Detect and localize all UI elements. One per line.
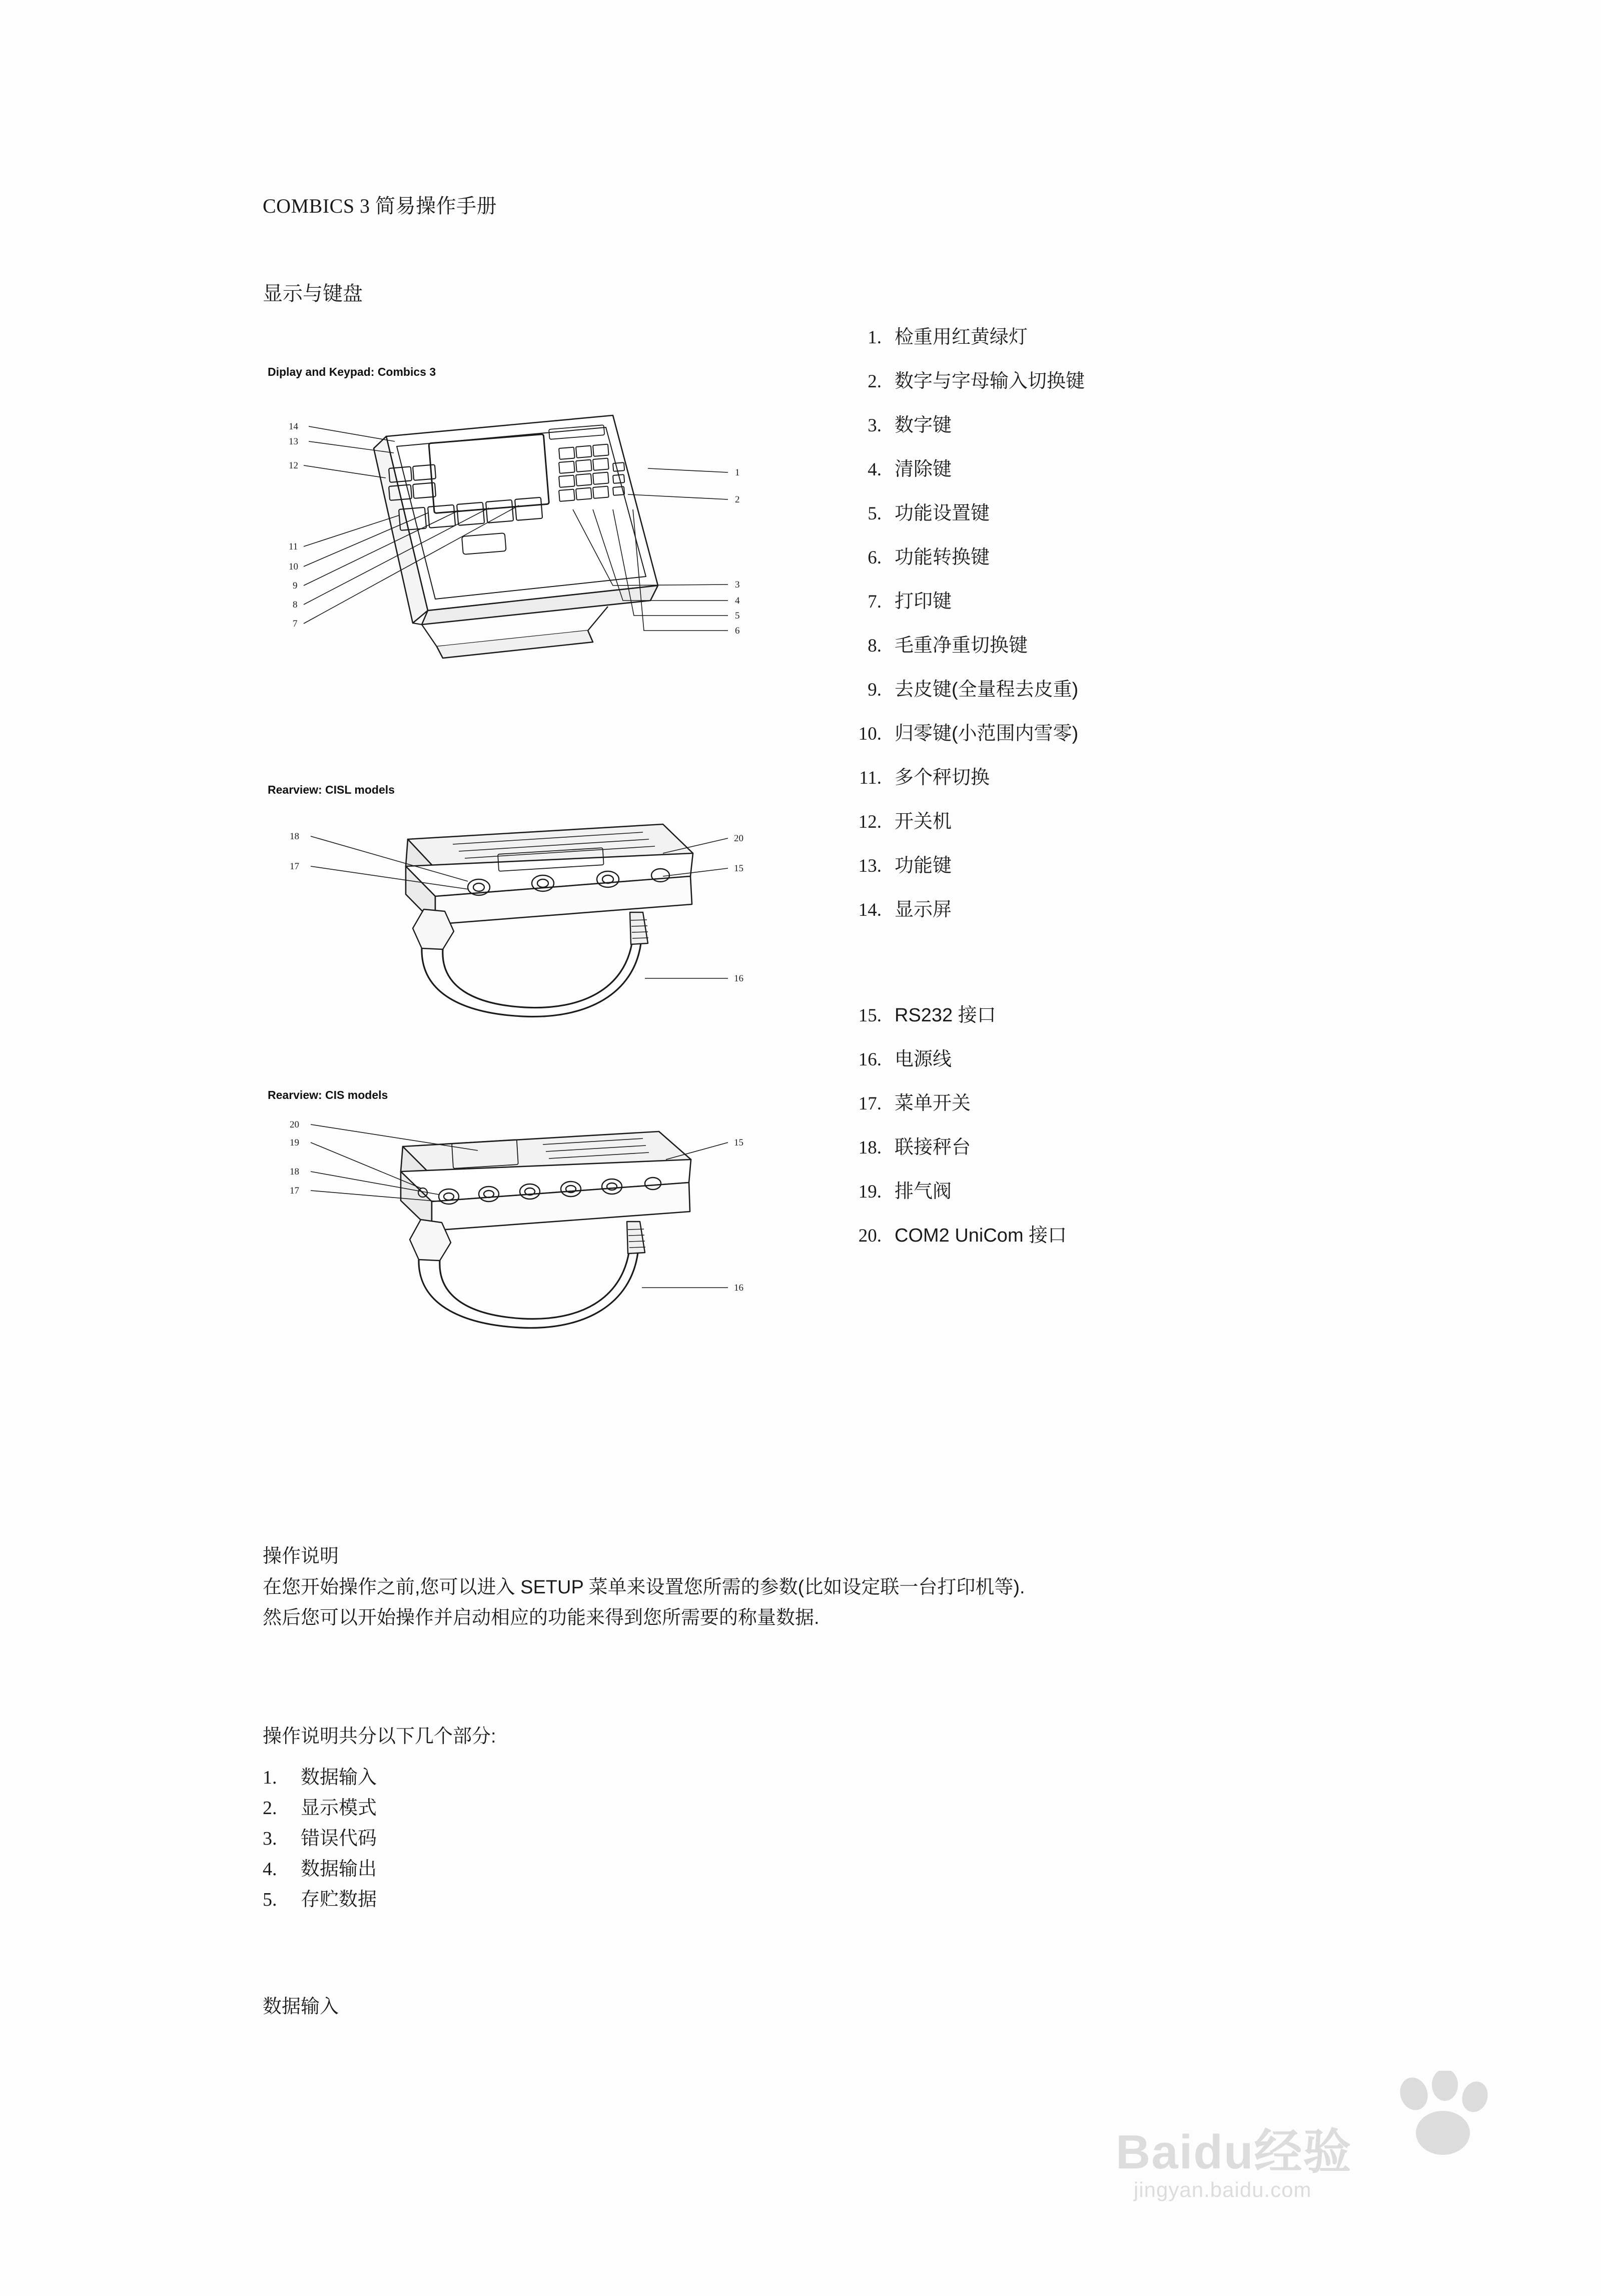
legend-label: 数字与字母输入切换键 — [895, 371, 1085, 392]
legend-number: 5. — [868, 503, 882, 524]
legend-item — [836, 416, 1085, 460]
operation-item-list — [263, 1762, 377, 1914]
callout-5: 5 — [735, 611, 740, 621]
legend-number: 17. — [858, 1093, 882, 1114]
legend-number: 16. — [858, 1049, 882, 1070]
callout-11: 11 — [289, 541, 298, 552]
list-item-label: 数据输出 — [301, 1859, 377, 1880]
watermark-url: jingyan.baidu.com — [1134, 2178, 1312, 2201]
legend-label: 功能转换键 — [895, 547, 990, 568]
list-item-label: 数据输入 — [301, 1767, 377, 1788]
legend-number: 1. — [868, 327, 882, 348]
legend-number: 3. — [868, 415, 882, 436]
legend-item — [836, 812, 1085, 856]
list-item — [263, 1853, 377, 1884]
legend-item — [836, 1182, 1067, 1226]
figure-front-caption: Diplay and Keypad: Combics 3 — [268, 365, 436, 378]
document-title: COMBICS 3 简易操作手册 — [263, 195, 497, 217]
callout-7: 7 — [293, 619, 298, 629]
legend-label: 电源线 — [895, 1049, 952, 1070]
list-item — [263, 1762, 377, 1792]
figure-rear-cis — [263, 1083, 763, 1394]
operation-heading-block — [263, 1541, 1025, 1634]
legend-number: 2. — [868, 371, 882, 392]
legend-number: 10. — [858, 724, 882, 744]
callout-1: 1 — [735, 467, 740, 478]
list-item-number: 2. — [263, 1798, 277, 1819]
legend-label: 菜单开关 — [895, 1093, 971, 1114]
data-input-heading: 数据输入 — [263, 1996, 339, 2017]
legend-item — [836, 900, 1085, 944]
legend-number: 11. — [859, 768, 882, 788]
legend-item — [836, 328, 1085, 372]
paw-print-icon — [1391, 2071, 1496, 2161]
legend-number: 20. — [858, 1226, 882, 1246]
legend-item — [836, 724, 1085, 768]
legend-label: 清除键 — [895, 459, 952, 480]
legend-number: 4. — [868, 459, 882, 480]
legend-label: 功能键 — [895, 855, 952, 876]
legend-item — [836, 1226, 1067, 1270]
legend-item — [836, 548, 1085, 592]
legend-rear-list — [836, 1006, 1067, 1270]
legend-front-list — [836, 328, 1085, 944]
watermark-brand: Baidu经验 — [1116, 2125, 1352, 2179]
list-item-number: 1. — [263, 1767, 277, 1788]
legend-label: 联接秤台 — [895, 1137, 971, 1158]
legend-number: 7. — [868, 592, 882, 612]
rear-cis-illustration — [263, 1083, 763, 1394]
legend-label: 排气阀 — [895, 1181, 952, 1202]
legend-number: 13. — [858, 856, 882, 876]
legend-item — [836, 1006, 1067, 1050]
operation-heading: 操作说明 — [263, 1546, 339, 1567]
figure-rear-cisl-caption: Rearview: CISL models — [268, 783, 395, 796]
legend-label: COM2 UniCom 接口 — [895, 1225, 1067, 1246]
callout-20b: 20 — [290, 1119, 299, 1130]
legend-label: 去皮键(全量程去皮重) — [895, 679, 1079, 700]
watermark — [1116, 2071, 1506, 2221]
legend-number: 15. — [858, 1005, 882, 1026]
legend-item — [836, 636, 1085, 680]
legend-item — [836, 460, 1085, 504]
legend-label: 打印键 — [895, 591, 952, 612]
operation-list-intro: 操作说明共分以下几个部分: — [263, 1726, 496, 1747]
list-item-number: 4. — [263, 1859, 277, 1880]
list-item-label: 错误代码 — [301, 1828, 377, 1849]
callout-16: 16 — [734, 973, 743, 984]
legend-number: 6. — [868, 547, 882, 568]
legend-label: 检重用红黄绿灯 — [895, 327, 1028, 348]
legend-number: 19. — [858, 1182, 882, 1202]
callout-12: 12 — [289, 460, 298, 471]
list-item-label: 显示模式 — [301, 1798, 377, 1819]
callout-9: 9 — [293, 581, 298, 591]
front-view-illustration — [263, 350, 763, 721]
legend-item — [836, 1050, 1067, 1094]
callout-15b: 15 — [734, 1137, 743, 1148]
figure-rear-cisl — [263, 778, 763, 1098]
legend-number: 9. — [868, 680, 882, 700]
legend-item — [836, 768, 1085, 812]
list-item — [263, 1884, 377, 1914]
figure-rear-cis-caption: Rearview: CIS models — [268, 1088, 388, 1101]
legend-label: 归零键(小范围内雪零) — [895, 723, 1079, 744]
operation-paragraph-line-2: 然后您可以开始操作并启动相应的功能来得到您所需要的称量数据. — [263, 1607, 820, 1629]
list-item-label: 存贮数据 — [301, 1889, 377, 1910]
legend-label: 毛重净重切换键 — [895, 635, 1028, 656]
legend-item — [836, 1138, 1067, 1182]
callout-16b: 16 — [734, 1283, 743, 1293]
legend-number: 12. — [858, 812, 882, 832]
callout-10: 10 — [289, 561, 298, 572]
callout-6: 6 — [735, 626, 740, 636]
legend-item — [836, 592, 1085, 636]
callout-17b: 17 — [290, 1186, 299, 1196]
callout-2: 2 — [735, 494, 740, 505]
list-item-number: 5. — [263, 1889, 277, 1910]
rear-cisl-illustration — [263, 778, 763, 1098]
legend-label: 数字键 — [895, 415, 952, 436]
list-item — [263, 1823, 377, 1853]
callout-20: 20 — [734, 833, 743, 844]
list-item-number: 3. — [263, 1828, 277, 1849]
legend-number: 18. — [858, 1137, 882, 1158]
callout-15: 15 — [734, 863, 743, 874]
legend-label: 功能设置键 — [895, 503, 990, 524]
callout-13: 13 — [289, 436, 298, 447]
legend-item — [836, 372, 1085, 416]
section-heading: 显示与键盘 — [263, 283, 363, 305]
callout-8: 8 — [293, 600, 298, 610]
callout-18: 18 — [290, 831, 299, 842]
legend-label: 显示屏 — [895, 899, 952, 920]
legend-item — [836, 1094, 1067, 1138]
legend-item — [836, 680, 1085, 724]
legend-label: 多个秤切换 — [895, 767, 990, 788]
figure-front-view — [263, 350, 763, 721]
legend-item — [836, 504, 1085, 548]
callout-19: 19 — [290, 1137, 299, 1148]
callout-14: 14 — [289, 421, 298, 432]
list-item — [263, 1792, 377, 1823]
callout-17: 17 — [290, 861, 299, 872]
legend-label: 开关机 — [895, 811, 952, 832]
legend-number: 14. — [858, 900, 882, 920]
callout-3: 3 — [735, 580, 740, 590]
legend-number: 8. — [868, 636, 882, 656]
callout-18b: 18 — [290, 1167, 299, 1177]
legend-label: RS232 接口 — [895, 1005, 996, 1026]
legend-item — [836, 856, 1085, 900]
callout-4: 4 — [735, 596, 740, 606]
operation-paragraph-line-1: 在您开始操作之前,您可以进入 SETUP 菜单来设置您所需的参数(比如设定联一台打印机等). — [263, 1576, 1025, 1598]
